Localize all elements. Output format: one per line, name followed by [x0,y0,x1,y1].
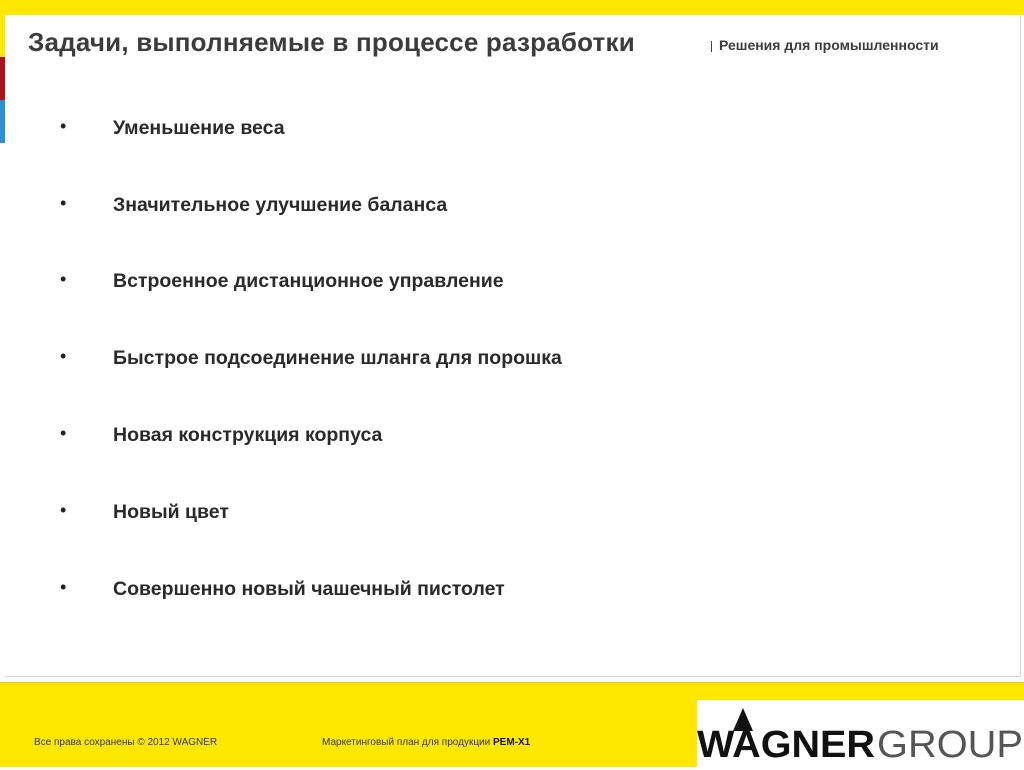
copyright-text: Все права сохранены © 2012 WAGNER [34,737,218,748]
subtitle-separator [711,41,712,52]
top-yellow-band [0,0,1024,15]
bullet-marker: • [60,116,67,136]
bullet-text: Быстрое подсоединение шланга для порошка [113,347,562,369]
bullet-marker: • [60,500,67,520]
marketing-prefix: Маркетинговый план для продукции [322,737,494,748]
bullet-marker: • [60,423,67,443]
bullet-text: Уменьшение веса [113,117,285,139]
footer-divider [0,682,1024,684]
wagner-group-logo [697,700,1024,770]
slide-subtitle: Решения для промышленности [719,37,939,53]
footer [0,678,1024,767]
wagner-group-logo-graphic [697,700,1024,770]
bullet-text: Новый цвет [113,501,229,523]
bullet-text: Новая конструкция корпуса [113,424,383,446]
product-name: PEM-X1 [493,737,531,748]
logo-wordmark-light: GROUP [877,724,1023,766]
marketing-plan-text [322,737,530,748]
bullet-text: Совершенно новый чашечный пистолет [113,578,505,600]
bullet-text: Значительное улучшение баланса [113,194,448,216]
bullet-marker: • [60,269,67,289]
bullet-marker: • [60,577,67,597]
bullet-marker: • [60,346,67,366]
logo-wordmark-bold: WAGNER [697,724,875,766]
slide-title: Задачи, выполняемые в процессе разработки [28,27,635,57]
bullet-marker: • [60,193,67,213]
bullet-text: Встроенное дистанционное управление [113,270,504,292]
